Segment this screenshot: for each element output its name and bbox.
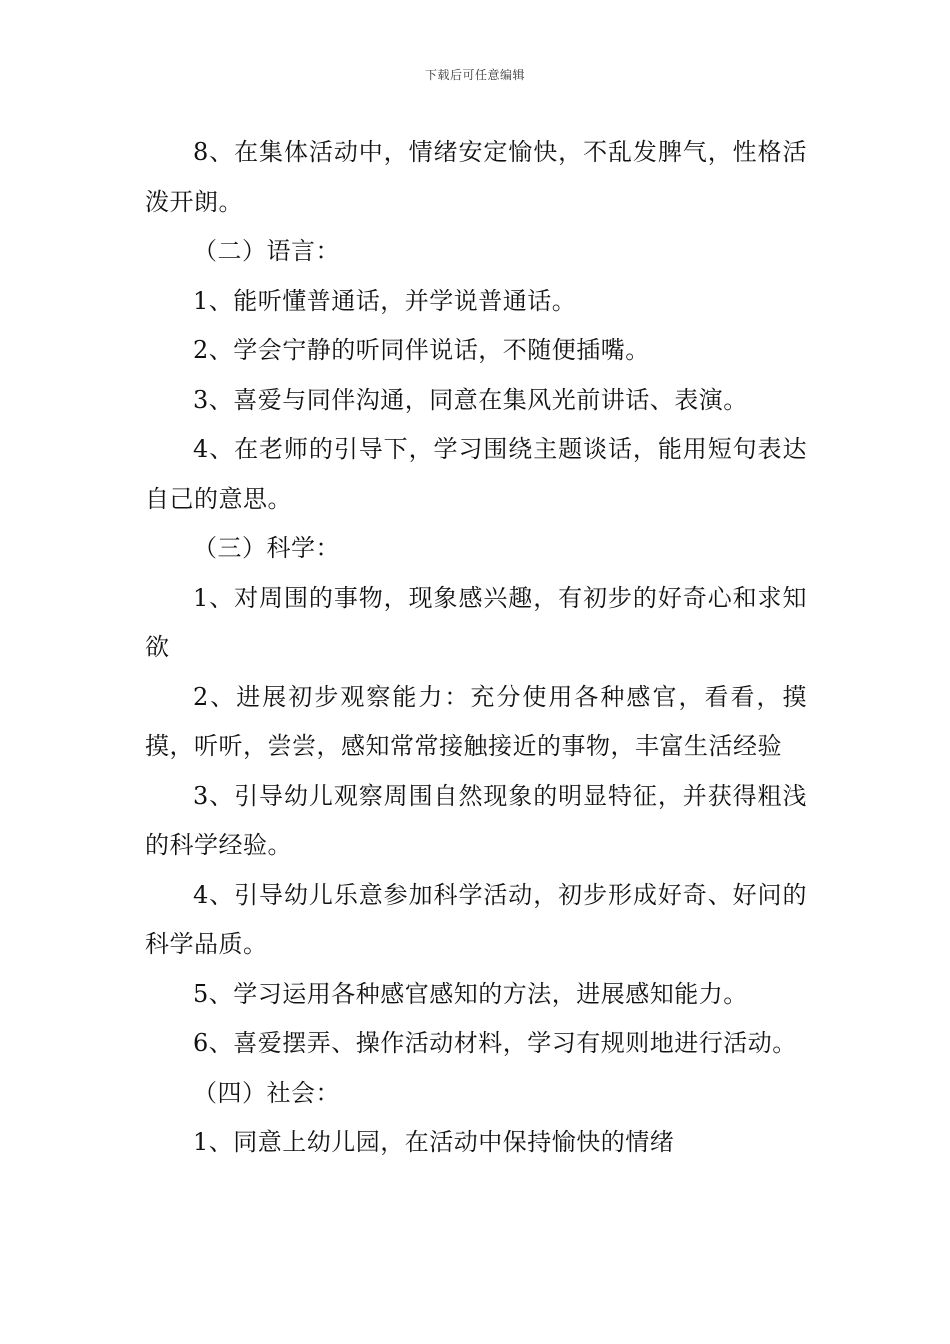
paragraph-language-1: 1、能听懂普通话，并学说普通话。 (193, 286, 577, 315)
document-body (145, 128, 807, 1168)
paragraph-item-8: 8、在集体活动中，情绪安定愉快，不乱发脾气，性格活泼开朗。 (145, 138, 807, 216)
paragraph-society-1: 1、同意上幼儿园，在活动中保持愉快的情绪 (193, 1128, 675, 1156)
paragraph-language-4: 4、在老师的引导下，学习围绕主题谈话，能用短句表达自己的意思。 (145, 435, 807, 513)
paragraph-science-5: 5、学习运用各种感官感知的方法，进展感知能力。 (193, 979, 748, 1008)
header-note: 下载后可任意编辑 (424, 68, 525, 82)
paragraph-science-4: 4、引导幼儿乐意参加科学活动，初步形成好奇、好问的科学品质。 (145, 880, 807, 958)
section-heading-society: （四）社会： (193, 1078, 340, 1107)
paragraph-science-2: 2、进展初步观察能力：充分使用各种感官，看看，摸摸，听听，尝尝，感知常常接触接近的事物，丰富生活经验 (145, 682, 807, 760)
paragraph-language-3: 3、喜爱与同伴沟通，同意在集风光前讲话、表演。 (193, 385, 748, 414)
section-heading-science: （三）科学： (193, 534, 340, 562)
section-heading-language: （二）语言： (193, 237, 340, 265)
paragraph-science-1: 1、对周围的事物，现象感兴趣，有初步的好奇心和求知欲 (145, 583, 807, 661)
paragraph-science-3: 3、引导幼儿观察周围自然现象的明显特征，并获得粗浅的科学经验。 (145, 781, 807, 859)
paragraph-language-2: 2、学会宁静的听同伴说话，不随便插嘴。 (193, 336, 650, 364)
paragraph-science-6: 6、喜爱摆弄、操作活动材料，学习有规则地进行活动。 (193, 1029, 797, 1057)
